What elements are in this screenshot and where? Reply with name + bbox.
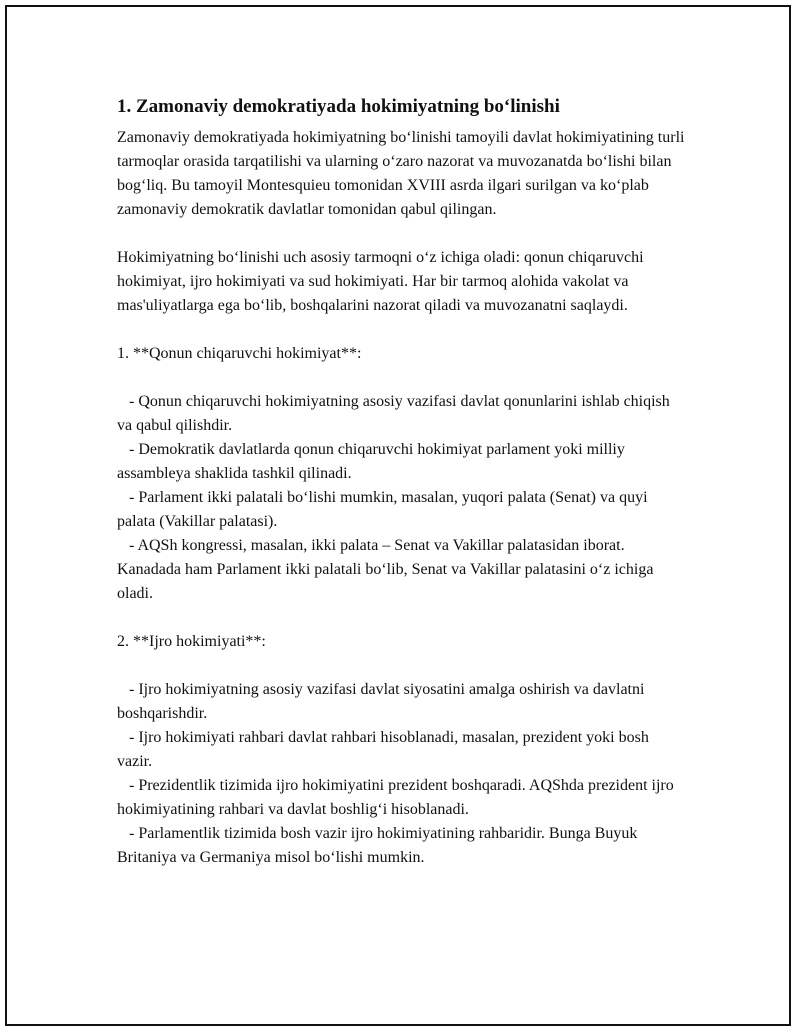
executive-bullet-4: - Parlamentlik tizimida bosh vazir ijro hokimiyatining rahbaridir. Bunga Buyuk Britaniya va Germaniya misol bo‘lishi mumkin. <box>117 825 638 866</box>
section-heading-legislative: 1. **Qonun chiqaruvchi hokimiyat**: <box>117 345 362 362</box>
spacer <box>117 654 687 678</box>
spacer <box>117 606 687 630</box>
legislative-bullet-3: - Parlament ikki palatali bo‘lishi mumkin, masalan, yuqori palata (Senat) va quyi palata (Vakillar palatasi). <box>117 489 648 530</box>
legislative-bullet-4: - AQSh kongressi, masalan, ikki palata – Senat va Vakillar palatasidan iborat. Kanadada ham Parlament ikki palatali bo‘lib, Senat va Vakillar palatasini o‘z ichiga oladi. <box>117 537 654 602</box>
branches-paragraph: Hokimiyatning bo‘linishi uch asosiy tarmoqni o‘z ichiga oladi: qonun chiqaruvchi hokimiyat, ijro hokimiyati va sud hokimiyati. Har bir tarmoq alohida vakolat va mas'uliyatlarga ega bo‘lib, boshqalarini nazorat qiladi va muvozanatni saqlaydi. <box>117 249 648 314</box>
executive-bullet-2: - Ijro hokimiyati rahbari davlat rahbari hisoblanadi, masalan, prezident yoki bosh vazir. <box>117 729 649 770</box>
spacer <box>117 366 687 390</box>
legislative-bullet-2: - Demokratik davlatlarda qonun chiqaruvchi hokimiyat parlament yoki milliy assambleya shaklida tashkil qilinadi. <box>117 441 625 482</box>
legislative-bullet-1: - Qonun chiqaruvchi hokimiyatning asosiy vazifasi davlat qonunlarini ishlab chiqish va qabul qilishdir. <box>117 393 670 434</box>
spacer <box>117 318 687 342</box>
spacer <box>117 222 687 246</box>
executive-bullet-3: - Prezidentlik tizimida ijro hokimiyatini prezident boshqaradi. AQShda prezident ijro hokimiyatining rahbari va davlat boshlig‘i hisoblanadi. <box>117 777 674 818</box>
section-heading-executive: 2. **Ijro hokimiyati**: <box>117 633 266 650</box>
executive-bullet-1: - Ijro hokimiyatning asosiy vazifasi davlat siyosatini amalga oshirish va davlatni boshqarishdir. <box>117 681 645 722</box>
intro-paragraph: Zamonaviy demokratiyada hokimiyatning bo‘linishi tamoyili davlat hokimiyatining turli tarmoqlar orasida tarqatilishi va ularning o‘zaro nazorat va muvozanatda bo‘lishi bilan bog‘liq. Bu tamoyil Montesquieu tomonidan XVIII asrda ilgari surilgan va ko‘plab zamonaviy demokratik davlatlar tomonidan qabul qilingan. <box>117 129 689 218</box>
document-body <box>117 93 687 870</box>
document-title: 1. Zamonaviy demokratiyada hokimiyatning bo‘linishi <box>117 96 560 117</box>
